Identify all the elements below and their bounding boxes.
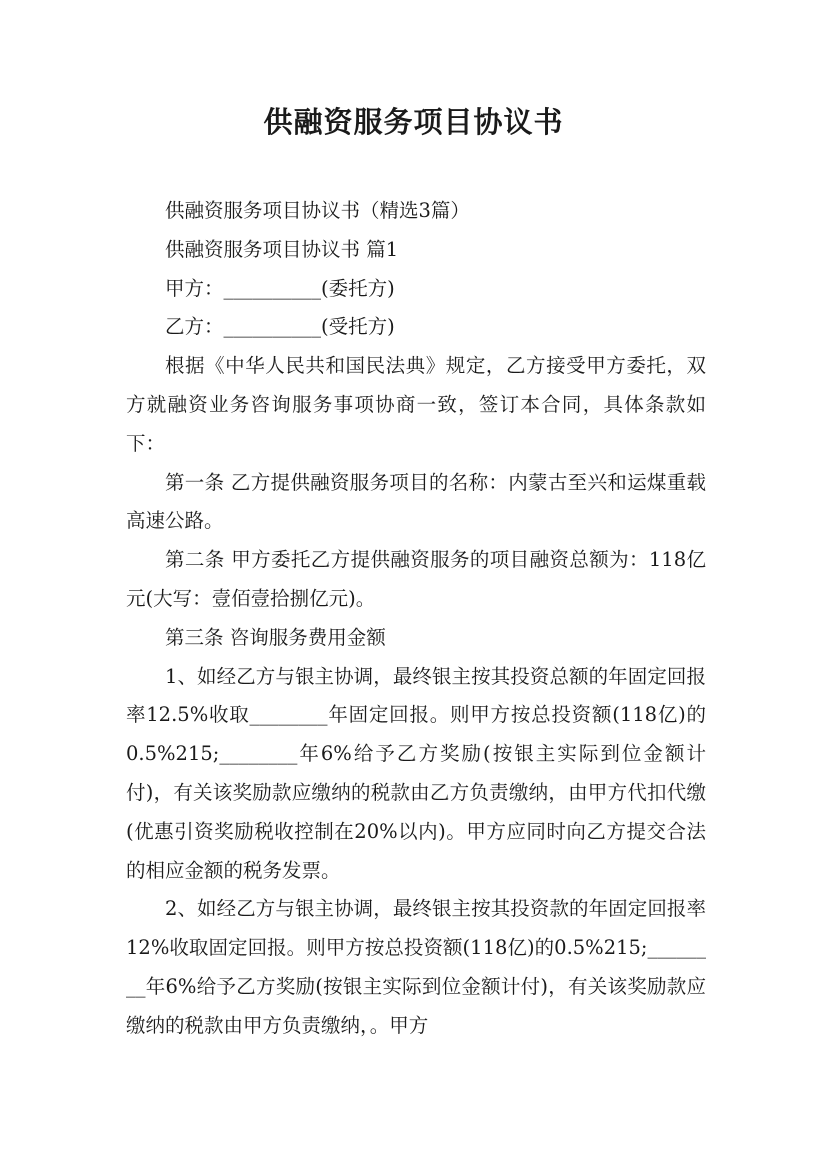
article-2-paragraph: 第二条 甲方委托乙方提供融资服务的项目融资总额为：118亿元(大写：壹佰壹拾捌亿元)。 (126, 548, 706, 610)
section-heading: 供融资服务项目协议书 篇1 (165, 237, 399, 261)
clause-1-paragraph: 1、如经乙方与银主协调，最终银主按其投资总额的年固定回报率12.5%收取________年固定回报。则甲方按总投资额(118亿)的0.5%215;________年6%给予乙方奖励(按银主实际到位金额计付)，有关该奖励款应缴纳的税款由乙方负责缴纳，由甲方代扣代缴(优惠引资奖励税收控制在20%以内)。甲方应同时向乙方提交合法的相应金额的税务发票。 (126, 664, 706, 882)
party-a-line: 甲方：__________(委托方) (165, 276, 395, 300)
article-3-heading: 第三条 咨询服务费用金额 (165, 625, 386, 649)
article-1-paragraph: 第一条 乙方提供融资服务项目的名称：内蒙古至兴和运煤重载高速公路。 (126, 470, 706, 533)
clause-2-paragraph: 2、如经乙方与银主协调，最终银主按其投资款的年固定回报率12%收取固定回报。则甲方按总投资额(118亿)的0.5%215;________年6%给予乙方奖励(按银主实际到位金额计付)，有关该奖励款应缴纳的税款由甲方负责缴纳，。甲方 (126, 897, 706, 1037)
document-body (126, 192, 706, 1046)
preamble-paragraph: 根据《中华人民共和国民法典》规定，乙方接受甲方委托，双方就融资业务咨询服务事项协商一致，签订本合同，具体条款如下： (126, 354, 706, 455)
document-title: 供融资服务项目协议书 (263, 105, 564, 139)
party-b-line: 乙方：__________(受托方) (165, 315, 395, 339)
document-subtitle: 供融资服务项目协议书（精选3篇） (165, 199, 470, 222)
